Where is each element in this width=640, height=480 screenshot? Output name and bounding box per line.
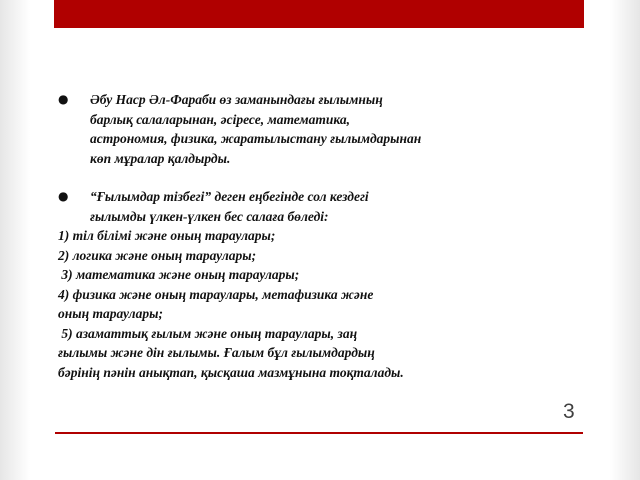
page-number: 3 xyxy=(563,400,575,423)
bullet-icon: ● xyxy=(58,189,69,203)
list-line: оның тараулары; xyxy=(58,306,163,321)
text-line: көп мұралар қалдырды. xyxy=(90,150,231,166)
right-edge-shade xyxy=(610,0,640,480)
numbered-list xyxy=(58,226,528,382)
bullet-text xyxy=(90,187,528,226)
list-line: 1) тіл білімі және оның тараулары; xyxy=(58,228,276,243)
bullet-icon: ● xyxy=(58,92,69,106)
slide-body xyxy=(58,90,528,382)
list-line: 4) физика және оның тараулары, метафизика және xyxy=(58,286,374,302)
bullet-item xyxy=(58,187,528,226)
list-line: 3) математика және оның тараулары; xyxy=(58,267,300,282)
footer-rule xyxy=(55,432,583,434)
bullet-item xyxy=(58,90,528,168)
left-edge-shade xyxy=(0,0,30,480)
list-line: бәрінің пәнін анықтап, қысқаша мазмұнына тоқталады. xyxy=(58,364,404,380)
list-line: ғылымы және дін ғылымы. Ғалым бұл ғылымдардың xyxy=(58,345,375,360)
text-line: барлық салаларынан, әсіресе, математика, xyxy=(90,111,351,127)
spacer xyxy=(58,168,528,187)
header-bar xyxy=(54,0,584,28)
text-line: астрономия, физика, жаратылыстану ғылымдарынан xyxy=(90,131,422,146)
text-line: Әбу Наср Әл-Фараби өз заманындағы ғылымның xyxy=(90,92,383,107)
text-line: ғылымды үлкен-үлкен бес салаға бөледі: xyxy=(90,208,329,224)
list-line: 2) логика және оның тараулары; xyxy=(58,247,257,263)
text-line: “Ғылымдар тізбегі” деген еңбегінде сол кездегі xyxy=(90,189,369,204)
list-line: 5) азаматтық ғылым және оның тараулары, заң xyxy=(58,325,358,341)
bullet-text xyxy=(90,90,528,168)
